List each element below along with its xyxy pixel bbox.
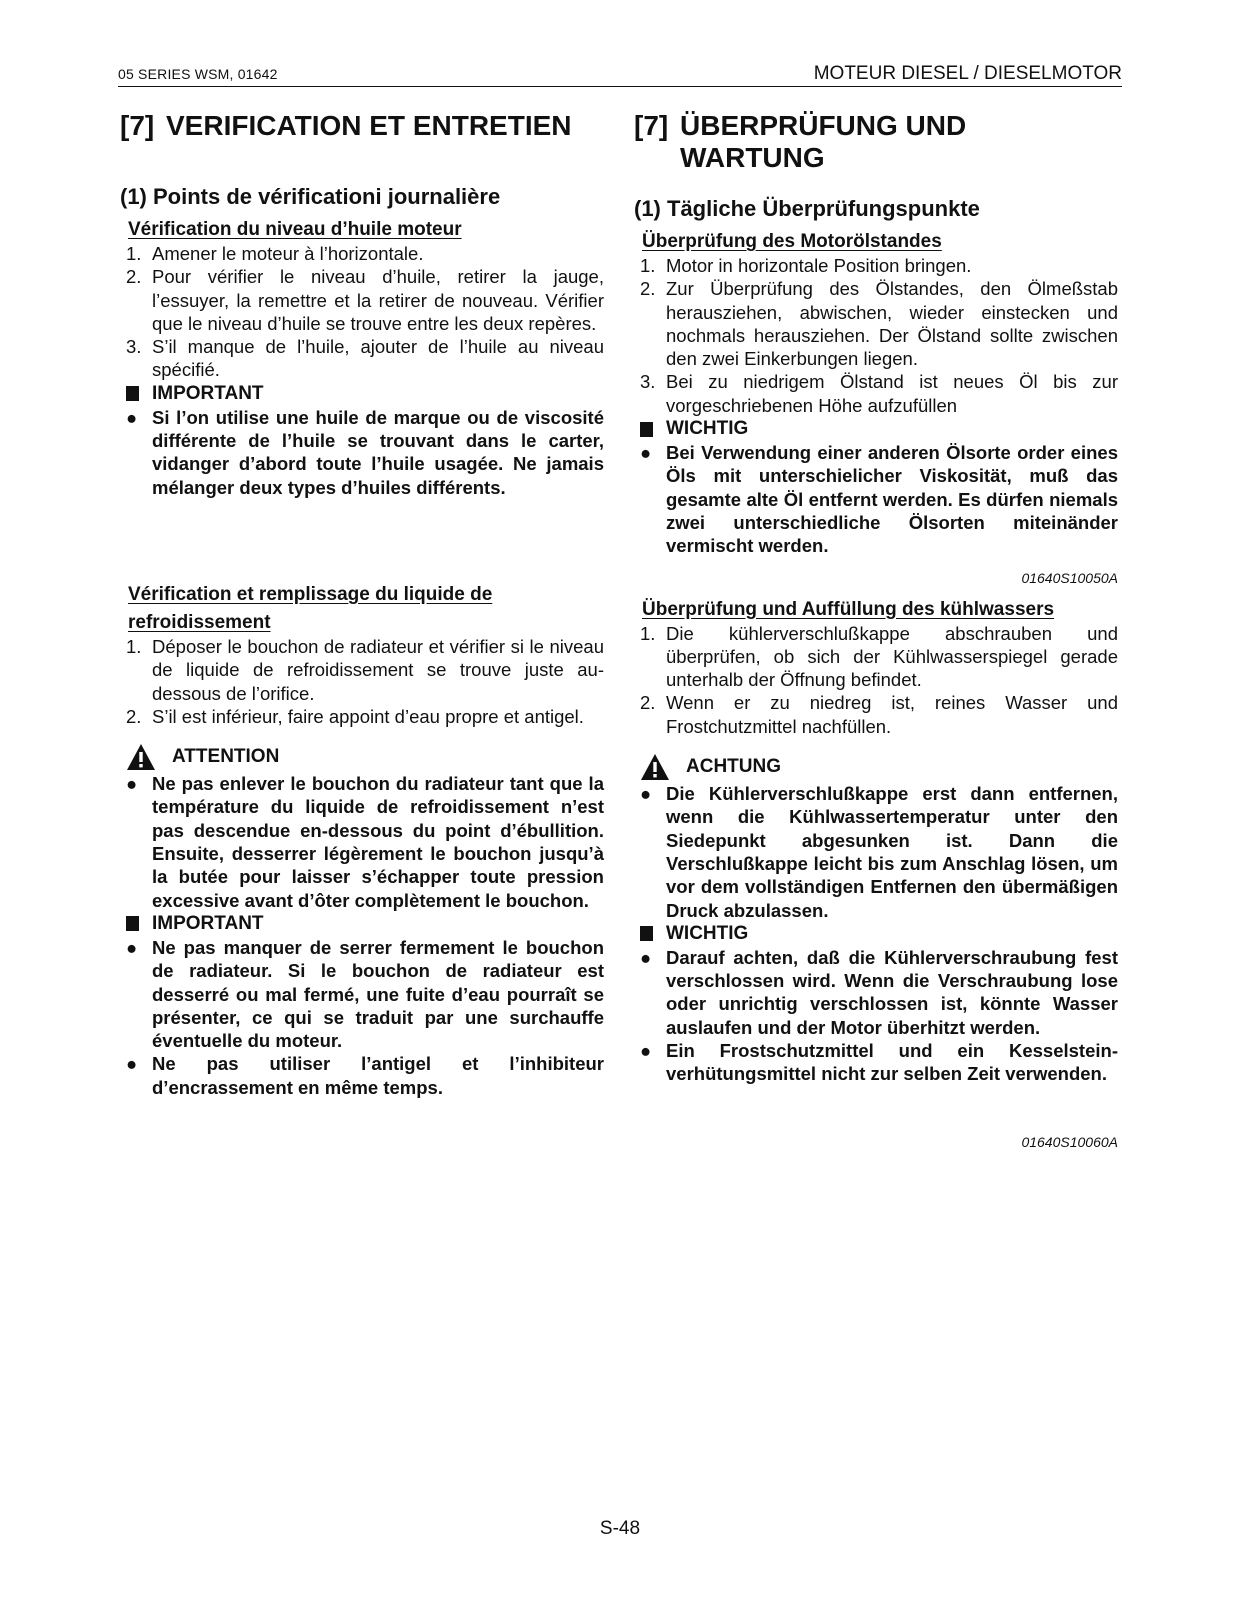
de-coolant-important-bullets bbox=[634, 946, 1118, 1086]
header-manual-id: 05 SERIES WSM, 01642 bbox=[118, 66, 278, 82]
de-oil-important-bullets bbox=[634, 441, 1118, 557]
list-item: ● Ne pas manquer de serrer fermement le bouchon de radiateur. Si le bouchon de radiateur est desserré ou mal fermé, une fuite d’eau pourraît se présenter, ce qui se traduit par une surchauffe éventuelle du moteur. bbox=[126, 936, 604, 1052]
list-item: 2. Wenn er zu niedreg ist, reines Wasser und Frostchutzmittel nachfüllen. bbox=[640, 692, 1118, 737]
list-item: 2. Pour vérifier le niveau d’huile, retirer la jauge, l’essuyer, la remettre et la retirer de nouveau. Vérifier que le niveau d’huile se trouve entre les deux repères. bbox=[126, 266, 604, 334]
list-item: 3. S’il manque de l’huile, ajouter de l’huile au niveau spécifié. bbox=[126, 336, 604, 381]
fr-coolant-heading-cont: refroidissement bbox=[128, 611, 271, 633]
list-item: ● Die Kühlerverschlußkappe erst dann entfernen, wenn die Kühlwassertemperatur unter den Siedepunkt abgesunken ist. Dann die Verschlußkappe leicht bis zum Anschlag lösen, um vor dem vollständigen Entfernen den übermäßigen Druck abzulassen. bbox=[640, 783, 1118, 921]
de-section-title-text: ÜBERPRÜFUNG UND WARTUNG bbox=[680, 110, 967, 173]
fr-subsection-title: (1) Points de vérificationi journalière bbox=[120, 184, 501, 209]
fr-section-number: [7] bbox=[120, 110, 155, 141]
square-bullet-icon bbox=[640, 926, 653, 941]
de-coolant-important-label: WICHTIG bbox=[634, 922, 1118, 946]
fr-oil-heading: Vérification du niveau d’huile moteur bbox=[128, 219, 462, 240]
warning-triangle-icon bbox=[126, 743, 156, 771]
de-coolant-steps bbox=[634, 622, 1118, 738]
list-item: 1. Motor in horizontale Position bringen. bbox=[640, 255, 972, 276]
fr-section-title bbox=[120, 110, 604, 142]
list-item: 1. Die kühlerverschlußkappe abschrauben und überprüfen, ob sich der Kühlwasserspiegel gerade unterhalb der Öffnung befindet. bbox=[640, 622, 1118, 691]
fr-attention-label: ATTENTION bbox=[120, 742, 604, 772]
list-item: 2. Zur Überprüfung des Ölstandes, den Ölmeßstab herausziehen, abwischen, wieder einstecken und nochmals herausziehen. Der Ölstand sollte zwischen den zwei Einkerbungen liegen. bbox=[640, 278, 1118, 370]
header-divider bbox=[118, 86, 1122, 87]
fr-coolant-important-bullets bbox=[120, 936, 604, 1099]
de-oil-heading: Überprüfung des Motorölstandes bbox=[642, 231, 942, 252]
fr-oil-important-label: IMPORTANT bbox=[120, 382, 604, 406]
fr-oil-important-bullets bbox=[120, 406, 604, 499]
fr-section-title-text: VERIFICATION ET ENTRETIEN bbox=[166, 110, 572, 141]
fr-coolant-heading: Vérification et remplissage du liquide de bbox=[128, 583, 493, 605]
list-item: ● Si l’on utilise une huile de marque ou de viscosité différente de l’huile se trouvant dans le carter, vidanger d’abord toute l’huile usagée. Ne jamais mélanger deux types d’huiles différents. bbox=[126, 406, 604, 498]
warning-triangle-icon bbox=[640, 753, 670, 781]
list-item: 3. Bei zu niedrigem Ölstand ist neues Öl bis zur vorgeschriebenen Höhe aufzufüllen bbox=[640, 371, 1118, 416]
page-number: S-48 bbox=[599, 1518, 641, 1539]
fr-coolant-important-label: IMPORTANT bbox=[120, 912, 604, 936]
list-item: ● Darauf achten, daß die Kühlerverschraubung fest verschlossen wird. Wenn die Verschraubung lose oder unrichtig verschlossen ist, könnte Wasser auslaufen und der Motor überhitzt werden. bbox=[640, 946, 1118, 1038]
de-section-number: [7] bbox=[634, 110, 669, 141]
de-section-title bbox=[634, 110, 1118, 174]
fr-attention-bullets bbox=[120, 772, 604, 912]
header-section-title: MOTEUR DIESEL / DIESELMOTOR bbox=[813, 63, 1122, 84]
de-oil-important-label: WICHTIG bbox=[634, 417, 1118, 441]
list-item: ● Ein Frostschutzmittel und ein Kesselstein-verhütungsmittel nicht zur selben Zeit verwenden. bbox=[640, 1040, 1118, 1085]
list-item: 1. Amener le moteur à l’horizontale. bbox=[126, 243, 424, 264]
list-item: 2. S’il est inférieur, faire appoint d’eau propre et antigel. bbox=[126, 705, 584, 727]
square-bullet-icon bbox=[126, 386, 139, 401]
de-oil-steps bbox=[634, 254, 1118, 417]
square-bullet-icon bbox=[126, 916, 139, 931]
square-bullet-icon bbox=[640, 422, 653, 437]
fr-oil-steps bbox=[120, 242, 604, 382]
list-item: 1. Déposer le bouchon de radiateur et vérifier si le niveau de liquide de refroidissement se trouve juste au-dessous de l’orifice. bbox=[126, 635, 604, 704]
de-subsection-title: (1) Tägliche Überprüfungspunkte bbox=[634, 196, 980, 221]
list-item: ● Ne pas utiliser l’antigel et l’inhibiteur d’encrassement en même temps. bbox=[126, 1053, 604, 1098]
german-column bbox=[634, 110, 1118, 1150]
de-attention-label: ACHTUNG bbox=[634, 752, 1118, 782]
de-coolant-heading: Überprüfung und Auffüllung des kühlwassers bbox=[642, 598, 1055, 620]
french-column bbox=[120, 110, 604, 1099]
de-attention-bullets bbox=[634, 782, 1118, 922]
list-item: ● Bei Verwendung einer anderen Ölsorte order eines Öls mit unterschielicher Viskosität, muß das gesamte alte Öl entfernt werden. Es dürfen niemals zwei unterschiedliche Ölsorten miteinänder vermischt werden. bbox=[640, 442, 1118, 557]
de-oil-reference-code: 01640S10050A bbox=[1021, 569, 1118, 586]
list-item: ● Ne pas enlever le bouchon du radiateur tant que la température du liquide de refroidissement n’est pas descendue en-dessous du point d’ébullition. Ensuite, desserrer légèrement le bouchon jusqu’à la butée pour laisser s’échapper toute pression excessive avant d’ôter complètement le bouchon. bbox=[126, 773, 604, 911]
de-coolant-reference-code: 01640S10060A bbox=[1021, 1133, 1118, 1150]
fr-coolant-steps bbox=[120, 635, 604, 728]
